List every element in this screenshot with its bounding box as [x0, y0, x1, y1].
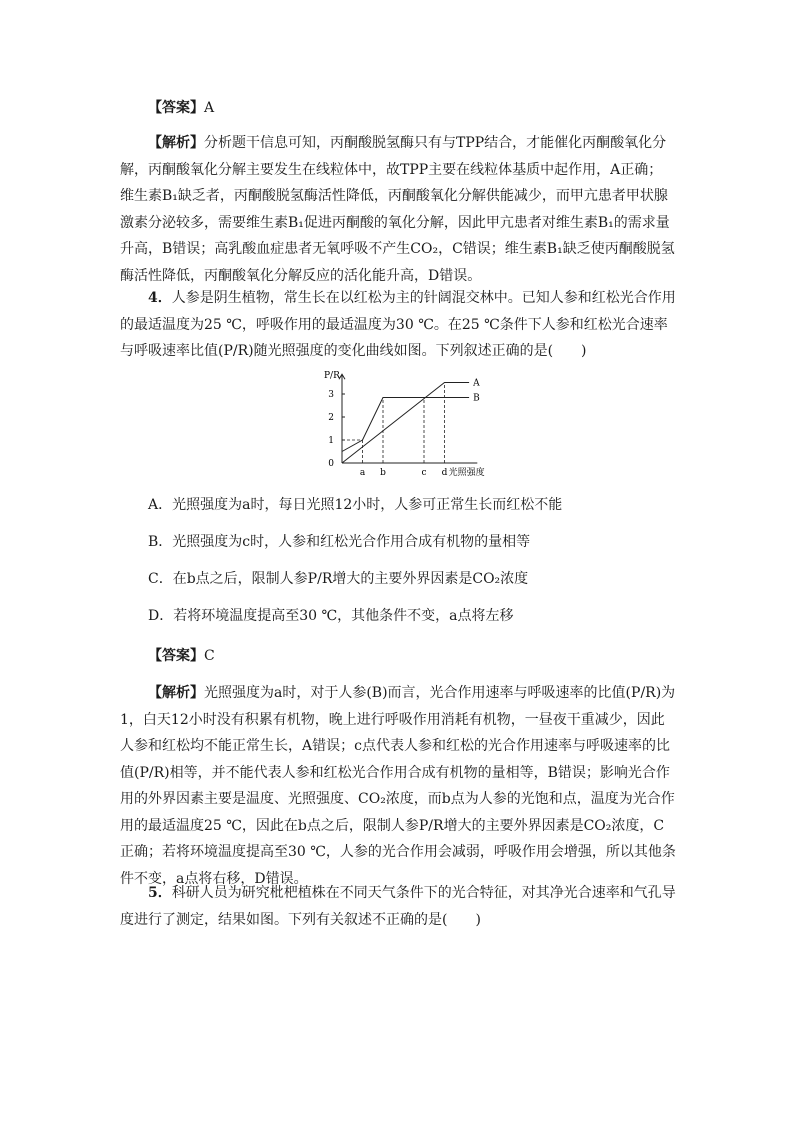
series-b-label: B	[473, 393, 480, 404]
analysis-text: 分析题干信息可知，丙酮酸脱氢酶只有与TPP结合，才能催化丙酮酸氧化分解，丙酮酸氧化分解主要发生在线粒体中，故TPP主要在线粒体基质中起作用，A正确；维生素B₁缺乏者，丙酮酸脱氢酶活性降低，丙酮酸氧化分解供能减少，而甲亢患者甲状腺激素分泌较多，需要维生素B₁促进丙酮酸的氧化分解，因此甲亢患者对维生素B₁的需求量升高，B错误；高乳酸血症患者无氧呼吸不产生CO₂，C错误；维生素B₁缺乏使丙酮酸脱氢酶活性降低，丙酮酸氧化分解反应的活化能升高，D错误。	[120, 135, 675, 284]
analysis-text: 光照强度为a时，对于人参(B)而言，光合作用速率与呼吸速率的比值(P/R)为1，白天12小时没有积累有机物，晚上进行呼吸作用消耗有机物，一昼夜干重减少，因此人参和红松均不能正常生长，A错误；c点代表人参和红松的光合作用速率与呼吸速率的比值(P/R)相等，并不能代表人参和红松光合作用合成有机物的量相等，B错误；影响光合作用的外界因素主要是温度、光照强度、CO₂浓度，而b点为人参的光饱和点，温度为光合作用的最适温度25 ℃，因此在b点之后，限制人参P/R增大的主要外界因素是CO₂浓度，C正确；若将环境温度提高至30 ℃，人参的光合作用会减弱，呼吸作用会增强，所以其他条件不变，a点将右移，D错误。	[120, 685, 676, 887]
x-axis-label: 光照强度	[448, 468, 485, 477]
option-d	[148, 606, 514, 626]
x-tick-label: d	[441, 468, 448, 477]
question-number: 4．	[148, 290, 172, 306]
option-letter: C．	[148, 571, 173, 587]
answer-1	[120, 95, 676, 122]
option-text: 光照强度为a时，每日光照12小时，人参可正常生长而红松不能	[172, 497, 563, 513]
option-b	[148, 532, 530, 552]
answer-tag: 【答案】	[148, 648, 204, 664]
option-text: 光照强度为c时，人参和红松光合作用合成有机物的量相等	[172, 534, 531, 550]
option-c	[148, 569, 528, 589]
answer-value: C	[204, 648, 215, 664]
analysis-tag: 【解析】	[148, 685, 204, 701]
option-text: 在b点之后，限制人参P/R增大的主要外界因素是CO₂浓度	[172, 571, 529, 587]
option-letter: A．	[148, 497, 173, 513]
y-axis-label: P/R	[324, 371, 340, 382]
option-text: 若将环境温度提高至30 ℃，其他条件不变，a点将左移	[173, 608, 514, 624]
analysis-1	[120, 130, 676, 289]
question-5	[120, 880, 676, 933]
x-tick-label: b	[380, 468, 386, 477]
option-letter: B．	[148, 534, 173, 550]
x-tick-label: a	[359, 468, 366, 477]
analysis-tag: 【解析】	[148, 135, 204, 151]
analysis-2	[120, 680, 676, 892]
x-tick-label: c	[421, 468, 427, 477]
pr-chart-svg	[318, 345, 498, 477]
series-a-label: A	[473, 378, 480, 389]
answer-2	[120, 643, 676, 670]
question-number: 5．	[148, 885, 172, 901]
option-a	[148, 495, 562, 515]
answer-value: A	[204, 100, 215, 116]
option-letter: D．	[148, 608, 174, 624]
question-text: 人参是阴生植物，常生长在以红松为主的针阔混交林中。已知人参和红松光合作用的最适温度为25 ℃，呼吸作用的最适温度为30 ℃。在25 ℃条件下人参和红松光合速率与呼吸速率比值(P/R)随光照强度的变化曲线如图。下列叙述正确的是( )	[120, 290, 676, 359]
y-tick-label: 2	[328, 413, 334, 423]
answer-tag: 【答案】	[148, 100, 204, 116]
pr-chart	[318, 345, 498, 477]
series-b-line	[342, 398, 469, 452]
question-text: 科研人员为研究枇杷植株在不同天气条件下的光合特征，对其净光合速率和气孔导度进行了测定，结果如图。下列有关叙述不正确的是( )	[120, 885, 676, 928]
y-tick-label: 3	[328, 390, 334, 400]
y-tick-label: 0	[328, 459, 334, 469]
y-tick-label: 1	[328, 436, 334, 446]
series-a-line	[342, 383, 469, 464]
